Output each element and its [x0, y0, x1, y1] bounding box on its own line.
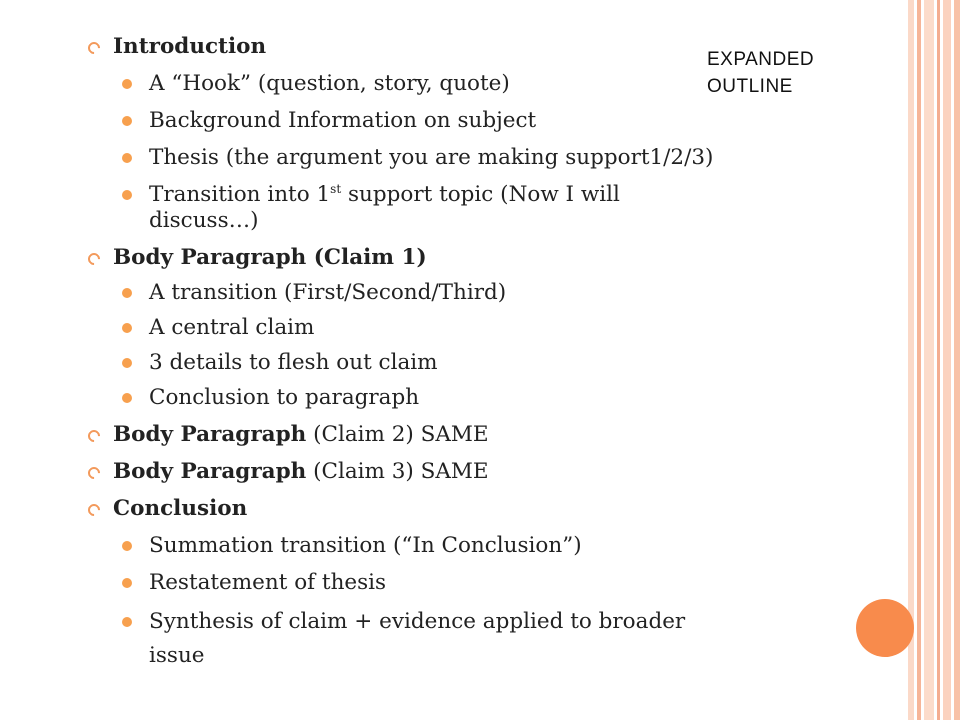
dot-bullet-icon — [122, 190, 132, 200]
decorative-circle — [856, 599, 914, 657]
dot-bullet-icon — [122, 541, 132, 551]
dot-bullet-icon — [122, 617, 132, 627]
dot-bullet-icon — [122, 578, 132, 588]
outline-item: Conclusion to paragraph — [88, 385, 818, 411]
dot-bullet-icon — [122, 116, 132, 126]
outline-item: Restatement of thesis — [88, 570, 818, 596]
outline-item: A central claim — [88, 315, 818, 341]
ring-bullet-icon — [86, 502, 103, 519]
slide-title-line1: EXPANDED — [707, 49, 815, 70]
ring-bullet-icon — [86, 428, 103, 445]
outline-list — [88, 34, 818, 673]
stripe — [917, 0, 921, 720]
stripe — [924, 0, 934, 720]
dot-bullet-icon — [122, 79, 132, 89]
stripe — [954, 0, 960, 720]
stripe — [937, 0, 940, 720]
dot-bullet-icon — [122, 153, 132, 163]
outline-item: Summation transition (“In Conclusion”) — [88, 533, 818, 559]
outline-item: 3 details to flesh out claim — [88, 350, 818, 376]
stripe — [943, 0, 951, 720]
outline-item-synthesis: Synthesis of claim + evidence applied to broader issue — [88, 605, 818, 673]
outline-heading-introduction: Introduction — [88, 34, 818, 60]
slide-title-line2: OUTLINE — [707, 76, 793, 97]
outline-item: A transition (First/Second/Third) — [88, 280, 818, 306]
dot-bullet-icon — [122, 288, 132, 298]
dot-bullet-icon — [122, 358, 132, 368]
outline-heading-body-1: Body Paragraph (Claim 1) — [88, 245, 818, 271]
decorative-stripes — [908, 0, 960, 720]
outline-heading-conclusion: Conclusion — [88, 496, 818, 522]
dot-bullet-icon — [122, 323, 132, 333]
outline-item: Thesis (the argument you are making support1/2/3) — [88, 145, 818, 171]
ring-bullet-icon — [86, 251, 103, 268]
ring-bullet-icon — [86, 465, 103, 482]
dot-bullet-icon — [122, 393, 132, 403]
ring-bullet-icon — [86, 40, 103, 57]
outline-item: A “Hook” (question, story, quote) — [88, 71, 818, 97]
outline-heading-body-3: Body Paragraph (Claim 3) SAME — [88, 459, 818, 485]
outline-item: Background Information on subject — [88, 108, 818, 134]
outline-item-transition: Transition into 1st support topic (Now I will discuss…) — [88, 182, 818, 234]
outline-heading-body-2: Body Paragraph (Claim 2) SAME — [88, 422, 818, 448]
